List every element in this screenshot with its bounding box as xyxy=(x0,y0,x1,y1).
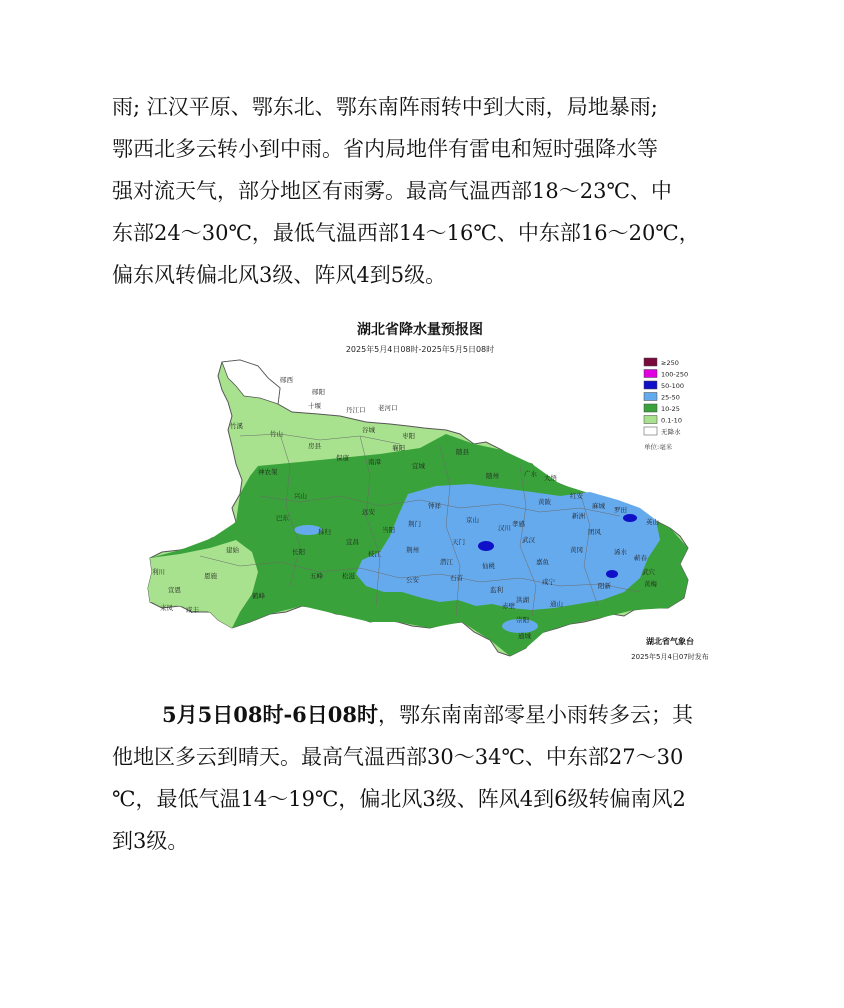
place-label: 郧西 xyxy=(280,376,293,384)
legend-unit: 单位:毫米 xyxy=(644,443,673,451)
place-label: 建始 xyxy=(226,546,239,554)
legend-swatch xyxy=(644,416,657,424)
place-label: 崇阳 xyxy=(516,616,529,624)
place-label: 利川 xyxy=(152,568,165,576)
place-label: 枣阳 xyxy=(402,432,415,440)
place-label: 十堰 xyxy=(308,402,321,410)
rain-50-100-spot xyxy=(606,570,618,578)
place-label: 宣恩 xyxy=(168,586,181,594)
legend-label: 无降水 xyxy=(661,428,681,436)
precipitation-forecast-map xyxy=(140,316,709,668)
place-label: 武汉 xyxy=(522,536,535,544)
place-label: 房县 xyxy=(308,442,321,450)
place-label: 恩施 xyxy=(204,572,217,580)
text-line: 强对流天气，部分地区有雨雾。最高气温西部18～23℃、中 xyxy=(112,179,672,203)
map-figure xyxy=(140,316,709,668)
place-label: 洪湖 xyxy=(516,596,529,604)
place-label: 钟祥 xyxy=(428,502,441,510)
legend-swatch xyxy=(644,404,657,412)
place-label: 五峰 xyxy=(310,572,323,580)
place-label: 南漳 xyxy=(368,458,381,466)
place-label: 随州 xyxy=(486,472,499,480)
place-label: 随县 xyxy=(456,448,469,456)
place-label: 竹山 xyxy=(270,430,283,438)
place-label: 黄梅 xyxy=(644,580,657,588)
place-label: 松滋 xyxy=(342,572,355,580)
text-line: 雨; 江汉平原、鄂东北、鄂东南阵雨转中到大雨，局地暴雨; xyxy=(112,95,658,119)
place-label: 仙桃 xyxy=(482,562,495,570)
place-label: 秭归 xyxy=(318,528,331,536)
rain-50-100-spot xyxy=(478,541,494,551)
text-fragment: ，鄂东南南部零星小雨转多云；其 xyxy=(378,703,693,727)
legend-label: 25-50 xyxy=(661,393,680,402)
place-label: 潜江 xyxy=(440,558,453,566)
place-label: 远安 xyxy=(362,508,375,516)
place-label: 当阳 xyxy=(382,526,395,534)
place-label: 谷城 xyxy=(362,426,375,434)
legend-swatch xyxy=(644,358,657,366)
place-label: 麻城 xyxy=(592,502,605,510)
place-label: 蕲春 xyxy=(634,554,647,562)
place-label: 宜城 xyxy=(412,462,425,470)
legend-swatch xyxy=(644,427,657,435)
place-label: 广水 xyxy=(524,470,537,478)
legend-label: ≥250 xyxy=(661,359,679,367)
place-label: 通城 xyxy=(518,632,531,640)
forecast-paragraph-1 xyxy=(112,86,744,296)
issue-time: 2025年5月4日07时发布 xyxy=(631,653,709,661)
place-label: 通山 xyxy=(550,600,563,608)
place-label: 红安 xyxy=(570,492,583,500)
legend-swatch xyxy=(644,381,657,389)
place-label: 团风 xyxy=(588,528,601,536)
place-label: 罗田 xyxy=(614,506,627,514)
place-label: 咸宁 xyxy=(542,578,555,586)
place-label: 新洲 xyxy=(572,512,585,520)
place-label: 巴东 xyxy=(276,514,289,522)
place-label: 黄冈 xyxy=(570,546,583,554)
text-line: ℃，最低气温14～19℃，偏北风3级、阵风4到6级转偏南风2 xyxy=(112,787,686,811)
place-label: 郧阳 xyxy=(312,388,325,396)
place-label: 浠水 xyxy=(614,548,627,556)
place-label: 保康 xyxy=(336,454,349,462)
place-label: 丹江口 xyxy=(346,406,366,414)
text-line: 到3级。 xyxy=(112,829,189,853)
text-line: 鄂西北多云转小到中雨。省内局地伴有雷电和短时强降水等 xyxy=(112,137,658,161)
place-label: 竹溪 xyxy=(230,422,243,430)
issuer-label: 湖北省气象台 xyxy=(646,637,694,646)
text-line: 他地区多云到晴天。最高气温西部30～34℃、中东部27～30 xyxy=(112,745,684,769)
place-label: 孝感 xyxy=(512,520,525,528)
place-label: 鹤峰 xyxy=(252,592,265,600)
place-label: 襄阳 xyxy=(392,444,405,452)
forecast-paragraph-2 xyxy=(112,694,744,862)
place-label: 赤壁 xyxy=(502,602,515,610)
place-label: 阳新 xyxy=(598,582,611,590)
place-label: 黄陂 xyxy=(538,498,551,506)
place-label: 公安 xyxy=(406,576,419,584)
text-line xyxy=(112,694,744,736)
place-label: 嘉鱼 xyxy=(536,558,549,566)
place-label: 咸丰 xyxy=(186,606,199,614)
place-label: 荆门 xyxy=(408,520,421,528)
place-label: 汉川 xyxy=(498,524,511,532)
rain-50-100-spot xyxy=(623,514,637,522)
legend-swatch xyxy=(644,393,657,401)
place-label: 英山 xyxy=(646,518,659,526)
text-line: 东部24～30℃，最低气温西部14～16℃、中东部16～20℃， xyxy=(112,221,700,245)
place-label: 监利 xyxy=(490,586,503,594)
forecast-period: 5月5日08时-6日08时 xyxy=(162,702,378,727)
place-label: 长阳 xyxy=(292,548,305,556)
legend-swatch xyxy=(644,370,657,378)
map-subtitle: 2025年5月4日08时-2025年5月5日08时 xyxy=(345,345,495,354)
text-line: 偏东风转偏北风3级、阵风4到5级。 xyxy=(112,263,447,287)
place-label: 神农架 xyxy=(258,468,278,476)
place-label: 大悟 xyxy=(544,474,557,482)
place-label: 荆州 xyxy=(406,546,419,554)
place-label: 老河口 xyxy=(378,404,398,412)
map-legend xyxy=(644,358,688,436)
legend-label: 0.1-10 xyxy=(661,416,682,425)
place-label: 武穴 xyxy=(642,568,655,576)
place-label: 京山 xyxy=(466,516,479,524)
place-label: 天门 xyxy=(452,538,465,546)
place-label: 宜昌 xyxy=(346,538,359,546)
legend-label: 50-100 xyxy=(661,382,685,390)
legend-label: 100-250 xyxy=(661,370,689,379)
place-label: 兴山 xyxy=(294,492,307,500)
place-label: 来凤 xyxy=(160,604,173,612)
legend-label: 10-25 xyxy=(661,405,680,413)
place-label: 石首 xyxy=(450,574,463,582)
map-title: 湖北省降水量预报图 xyxy=(357,322,483,338)
place-label: 枝江 xyxy=(368,550,381,558)
